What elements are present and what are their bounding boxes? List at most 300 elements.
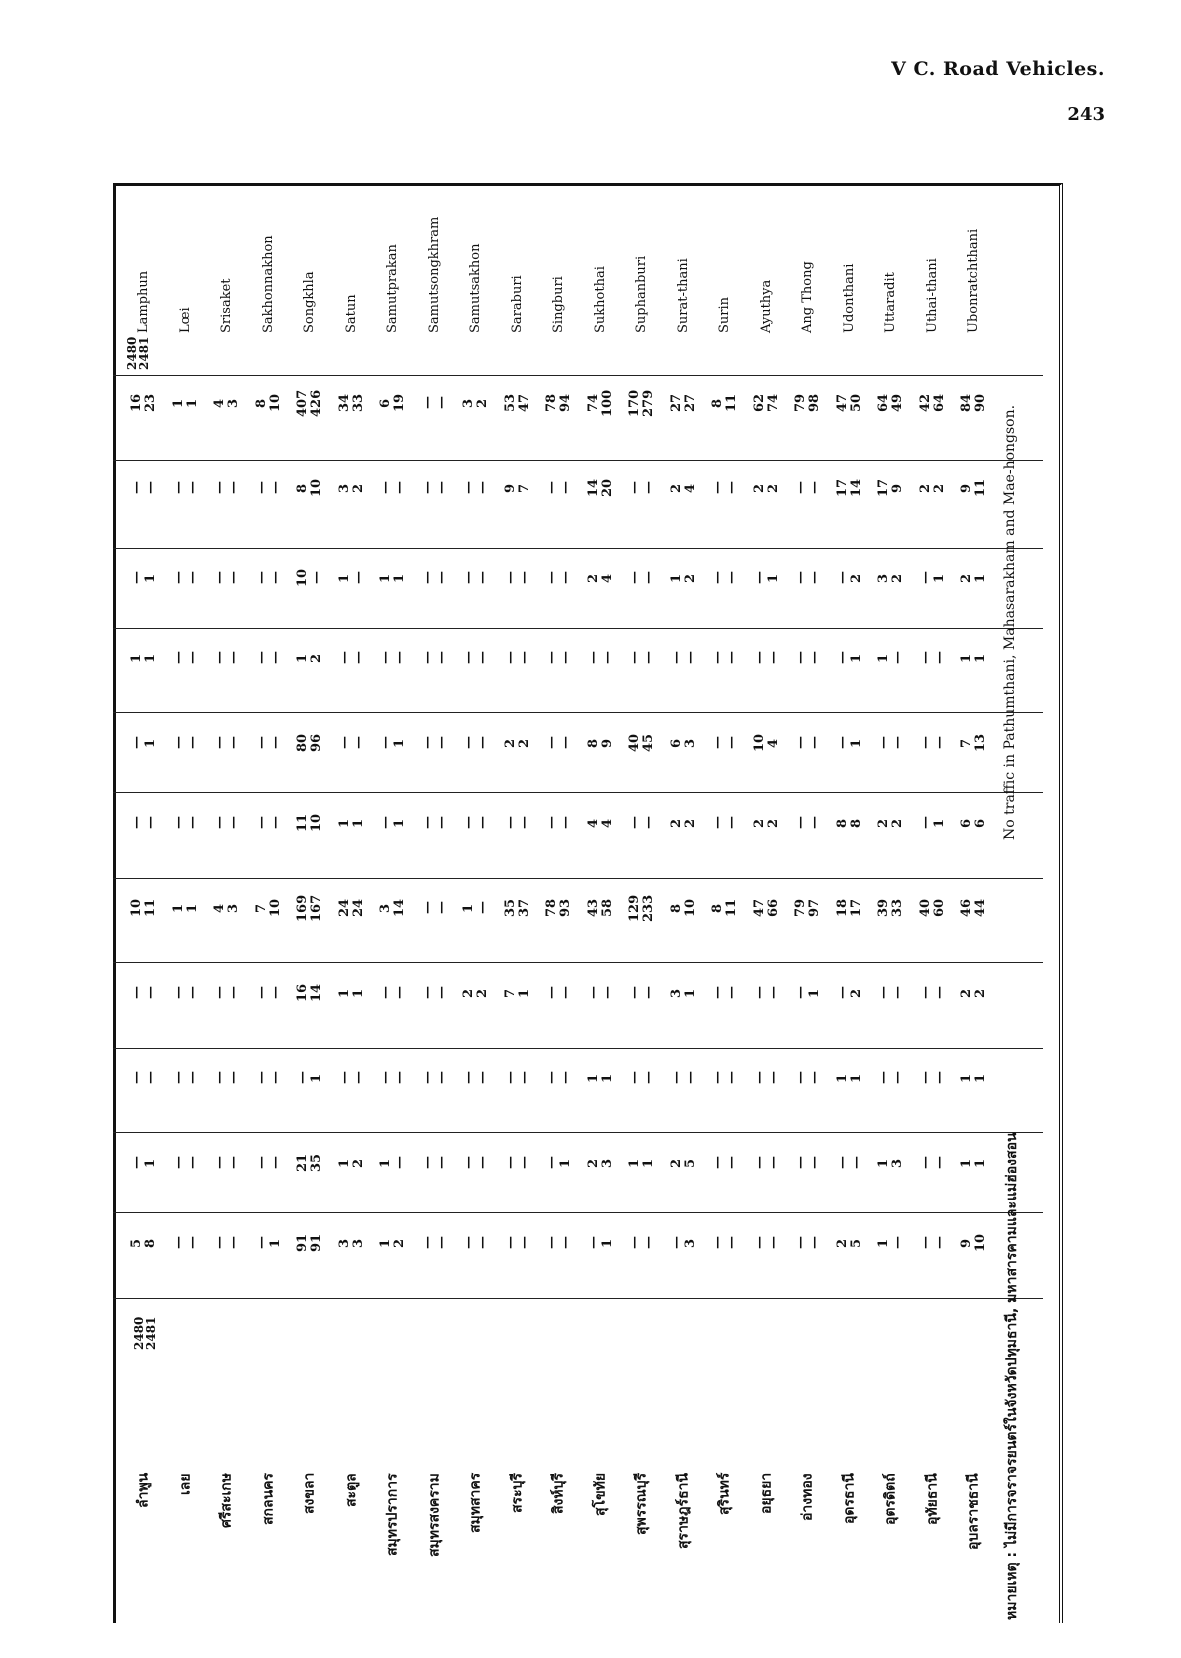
table-cell: — — [212, 1071, 241, 1085]
province-name-english: Satun [343, 294, 359, 333]
table-cell: — — [461, 1071, 490, 1085]
table-cell: — — [627, 816, 656, 830]
province-name-english: Srisaket [219, 278, 234, 333]
province-name-thai: สุโขทัย [592, 1473, 608, 1517]
table-cell: — — [378, 651, 407, 665]
table-cell: — — [502, 651, 532, 665]
province-name-thai: อุบลราชธานี [965, 1473, 982, 1550]
province-name-english: Surin [717, 296, 732, 333]
table-cell: — — [212, 571, 241, 585]
table-row [620, 183, 663, 1623]
table-cell: 24 24 [336, 898, 366, 918]
table-cell: 1 1 [834, 1073, 864, 1083]
province-name-thai: อยุธยา [758, 1473, 774, 1515]
table-cell: 1 2 [336, 1158, 366, 1168]
table-cell: — — [170, 1071, 200, 1085]
table-cell: 1 1 [129, 653, 158, 663]
province-name-english: Ubonratchthani [966, 228, 981, 333]
table-cell: 47 66 [751, 898, 781, 918]
table-row [911, 183, 954, 1623]
table-cell: 16 14 [295, 983, 324, 1003]
footnote-english: No traffic in Pathumthani, Mahasarakham and Mae-hongson. [1002, 404, 1018, 840]
table-cell: 8 11 [710, 393, 739, 413]
table-cell: — — [336, 1071, 366, 1085]
table-cell: — 1 [751, 571, 781, 585]
table-cell: 2 1 [959, 573, 988, 583]
table-cell: — — [212, 816, 241, 830]
table-cell: 47 50 [834, 393, 864, 413]
table-cell: 1 1 [336, 818, 366, 828]
table-cell: 10 — [295, 568, 324, 588]
table-cell: — — [170, 736, 200, 750]
table-cell: — — [917, 651, 947, 665]
table-cell: 78 94 [544, 393, 573, 413]
table-row [122, 183, 165, 1623]
table-cell: 1 — [378, 1156, 407, 1170]
table-cell: — 1 [793, 986, 822, 1000]
table-cell: — — [544, 1236, 573, 1250]
province-name-thai: สมุทรสงคราม [426, 1473, 442, 1557]
table-cell: — 1 [917, 816, 947, 830]
table-cell: — — [627, 651, 656, 665]
table-cell: 39 33 [876, 898, 905, 918]
table-cell: — 1 [378, 736, 407, 750]
table-cell: 4 3 [212, 903, 241, 913]
year-label-thai: 2480 2481 [132, 1316, 158, 1350]
table-cell: 62 74 [751, 393, 781, 413]
table-cell: 11 10 [295, 813, 324, 833]
page-header-title: V C. Road Vehicles. [891, 58, 1105, 80]
table-cell: 79 98 [793, 393, 822, 413]
table-cell: 2 2 [751, 818, 781, 828]
province-name-thai: สมุทสาคร [467, 1473, 484, 1534]
year-label-english: 2480 2481 [125, 336, 151, 370]
table-cell: — — [710, 651, 739, 665]
table-cell: — — [461, 571, 490, 585]
province-name-english: Lœi [177, 307, 193, 333]
province-name-thai: ศรีสะเกษ [218, 1473, 235, 1528]
table-cell: 3 1 [668, 988, 698, 998]
table-cell: — — [668, 1071, 698, 1085]
table-row [786, 183, 829, 1623]
table-cell: 34 33 [336, 393, 366, 413]
table-cell: — — [461, 651, 490, 665]
table-cell: — — [170, 1236, 200, 1250]
table-cell: 1 2 [378, 1238, 407, 1248]
table-cell: — — [544, 651, 573, 665]
table-cell: 1 1 [959, 1158, 988, 1168]
table-cell: — 1 [917, 571, 947, 585]
table-cell: 9 7 [502, 483, 532, 493]
province-name-thai: สะตูล [343, 1473, 359, 1507]
table-cell: 6 6 [959, 818, 988, 828]
table-cell: 6 19 [378, 393, 407, 413]
table-cell: 1 1 [959, 653, 988, 663]
table-cell: 21 35 [295, 1153, 324, 1173]
table-cell: — 1 [585, 1236, 615, 1250]
table-cell: — — [170, 481, 200, 495]
table-cell: 3 2 [461, 398, 490, 408]
table-cell: — — [917, 1236, 947, 1250]
table-cell: 42 64 [917, 393, 947, 413]
table-cell: — — [793, 816, 822, 830]
table-cell: — — [253, 736, 283, 750]
table-cell: 1 1 [336, 988, 366, 998]
table-cell: — — [212, 736, 241, 750]
table-cell: 80 96 [295, 733, 324, 753]
table-cell: — — [253, 1156, 283, 1170]
table-cell: — — [751, 986, 781, 1000]
province-name-english: Surat-thani [675, 258, 691, 333]
table-cell: — — [544, 1071, 573, 1085]
table-cell: 170 279 [627, 389, 656, 417]
table-cell: — — [461, 481, 490, 495]
table-cell: — — [170, 571, 200, 585]
province-name-thai: อ่างทอง [799, 1473, 816, 1521]
table-cell: — 1 [378, 816, 407, 830]
table-cell: 10 4 [751, 733, 781, 753]
table-cell: 16 23 [129, 393, 158, 413]
province-name-thai: สุพรรณบุรี [633, 1473, 650, 1536]
table-cell: — — [876, 736, 905, 750]
table-cell: — 1 [129, 736, 158, 750]
table-row [869, 183, 912, 1623]
table-cell: 1 1 [959, 1073, 988, 1083]
table-cell: — — [419, 571, 449, 585]
table-cell: — — [419, 1156, 449, 1170]
table-cell: — — [876, 986, 905, 1000]
province-name-english: Ayuthya [758, 279, 774, 333]
table-row [247, 183, 290, 1623]
table-cell: 35 37 [502, 898, 532, 918]
province-name-english: Suphanburi [634, 255, 649, 333]
table-row [952, 183, 995, 1623]
table-cell: 79 97 [793, 898, 822, 918]
table-row [703, 183, 746, 1623]
table-cell: — — [129, 481, 158, 495]
table-cell: 8 11 [710, 898, 739, 918]
table-cell: 2 3 [585, 1158, 615, 1168]
table-cell: — — [378, 1071, 407, 1085]
table-row [537, 183, 580, 1623]
table-cell: — — [544, 481, 573, 495]
province-name-thai: อุดรธานี [841, 1473, 857, 1524]
table-cell: 7 13 [959, 733, 988, 753]
table-cell: — — [917, 1156, 947, 1170]
table-cell: 43 58 [585, 898, 615, 918]
table-cell: — — [544, 736, 573, 750]
table-cell: 1 2 [668, 573, 698, 583]
province-name-thai: อุตรดิตถ์ [882, 1473, 899, 1525]
province-name-thai: อุทัยธานี [924, 1473, 940, 1525]
table-cell: 17 14 [834, 478, 864, 498]
table-cell: — — [710, 1071, 739, 1085]
table-cell: — — [544, 571, 573, 585]
table-cell: 7 1 [502, 988, 532, 998]
province-name-thai: เลย [177, 1473, 193, 1495]
table-cell: — — [793, 651, 822, 665]
province-name-thai: สมุทรปราการ [384, 1473, 401, 1556]
table-cell: 84 90 [959, 393, 988, 413]
table-row [330, 183, 373, 1623]
table-cell: — — [461, 736, 490, 750]
table-cell: 8 9 [585, 738, 615, 748]
table-cell: — — [710, 1156, 739, 1170]
table-cell: 46 44 [959, 898, 988, 918]
table-cell: — — [627, 481, 656, 495]
table-cell: — — [793, 481, 822, 495]
table-cell: — — [212, 651, 241, 665]
table-cell: 18 17 [834, 898, 864, 918]
province-name-thai: สุราษฎร์ธานี [675, 1473, 691, 1550]
table-row [496, 183, 539, 1623]
table-cell: 74 100 [585, 389, 615, 417]
table-cell: — — [419, 816, 449, 830]
table-row [288, 183, 331, 1623]
table-cell: 1 2 [295, 653, 324, 663]
table-cell: — — [917, 986, 947, 1000]
table-row [164, 183, 207, 1623]
table-cell: — — [751, 1156, 781, 1170]
table-cell: 4 4 [585, 818, 615, 828]
table-cell: — — [129, 1071, 158, 1085]
table-cell: — — [502, 1236, 532, 1250]
province-name-english: Samutprakan [385, 244, 400, 333]
table-cell: — — [212, 1236, 241, 1250]
table-cell: 2 2 [668, 818, 698, 828]
table-cell: — — [253, 651, 283, 665]
table-cell: — — [129, 816, 158, 830]
province-name-english: Sukhothai [592, 266, 608, 333]
table-row [579, 183, 622, 1623]
table-cell: 10 11 [129, 898, 158, 918]
table-cell: 407 426 [295, 389, 324, 417]
table-cell: — — [212, 986, 241, 1000]
table-cell: 7 10 [253, 898, 283, 918]
page-number: 243 [1067, 104, 1105, 125]
table-cell: — — [419, 1071, 449, 1085]
table-cell: — — [170, 651, 200, 665]
table-cell: 1 1 [378, 573, 407, 583]
table-row [413, 183, 456, 1623]
table-cell: 1 — [876, 651, 905, 665]
province-name-english: Samutsongkhram [426, 216, 442, 333]
province-name-thai: สระบุรี [509, 1473, 525, 1513]
table-cell: — — [336, 736, 366, 750]
table-cell: — — [378, 481, 407, 495]
table-cell: 169 167 [295, 894, 324, 922]
table-cell: — — [212, 1156, 241, 1170]
table-cell: — — [419, 651, 449, 665]
province-name-english: Lamphun [136, 270, 151, 333]
table-cell: — — [461, 1236, 490, 1250]
table-cell: 3 14 [378, 898, 407, 918]
table-cell: — — [834, 1156, 864, 1170]
table-cell: — — [876, 1071, 905, 1085]
footnote-thai: หมายเหตุ : ไม่มีการจราจรยนตร์ในจังหวัดปทุมธานี, มหาสารคามและแม่ฮ่องสอน [1004, 1132, 1020, 1620]
table-cell: — 1 [253, 1236, 283, 1250]
table-row [745, 183, 788, 1623]
table-cell: — — [253, 1071, 283, 1085]
table-cell: 8 8 [834, 818, 864, 828]
table-cell: — — [751, 1236, 781, 1250]
table-cell: 3 2 [336, 483, 366, 493]
province-name-thai: สิงห์บุรี [550, 1473, 567, 1515]
table-cell: — — [170, 1156, 200, 1170]
table-cell: 27 27 [668, 393, 698, 413]
table-cell: — — [585, 986, 615, 1000]
table-cell: — — [627, 571, 656, 585]
table-cell: — — [585, 651, 615, 665]
table-cell: — — [253, 571, 283, 585]
table-cell: — — [253, 816, 283, 830]
table-cell: 5 8 [129, 1238, 158, 1248]
table-row [454, 183, 497, 1623]
province-name-english: Uthai-thani [924, 258, 940, 333]
table-cell: — — [502, 1156, 532, 1170]
table-cell: — 1 [295, 1071, 324, 1085]
table-cell: — — [336, 651, 366, 665]
table-cell: — — [627, 1071, 656, 1085]
table-cell: 2 2 [917, 483, 947, 493]
table-cell: — — [253, 481, 283, 495]
table-cell: — — [170, 986, 200, 1000]
table-cell: 9 11 [959, 478, 988, 498]
province-name-english: Saraburi [509, 275, 525, 333]
province-name-english: Songkhla [302, 271, 317, 333]
table-cell: 1 — [336, 571, 366, 585]
table-cell: — — [502, 1071, 532, 1085]
table-cell: — — [793, 1156, 822, 1170]
table-cell: 2 2 [461, 988, 490, 998]
table-cell: — — [710, 481, 739, 495]
table-cell: — 1 [129, 1156, 158, 1170]
table-cell: 40 60 [917, 898, 947, 918]
table-cell: — — [419, 736, 449, 750]
table-cell: 6 3 [668, 738, 698, 748]
table-cell: 129 233 [627, 894, 656, 922]
table-cell: — — [461, 1156, 490, 1170]
province-name-thai: สกลนคร [260, 1473, 276, 1526]
table-cell: 1 1 [170, 398, 200, 408]
table-cell: 2 2 [959, 988, 988, 998]
table-cell: — — [129, 986, 158, 1000]
table-cell: 1 1 [627, 1158, 656, 1168]
table-cell: 53 47 [502, 393, 532, 413]
table-cell: — 1 [544, 1156, 573, 1170]
table-cell: 17 9 [876, 478, 905, 498]
table-cell: — — [253, 986, 283, 1000]
table-cell: 2 2 [751, 483, 781, 493]
table-cell: 8 10 [295, 478, 324, 498]
province-name-english: Singburi [551, 276, 566, 333]
table-row [828, 183, 871, 1623]
table-cell: — — [627, 986, 656, 1000]
table-row [662, 183, 705, 1623]
table-cell: 2 2 [502, 738, 532, 748]
table-cell: 9 10 [959, 1233, 988, 1253]
province-name-english: Udonthani [841, 263, 857, 333]
table-cell: — — [170, 816, 200, 830]
table-cell: — — [502, 571, 532, 585]
table-cell: — — [627, 1236, 656, 1250]
table-cell: 14 20 [585, 478, 615, 498]
table-cell: 1 — [876, 1236, 905, 1250]
table-cell: 40 45 [627, 733, 656, 753]
table-cell: 3 2 [876, 573, 905, 583]
table-cell: — 2 [834, 571, 864, 585]
table-cell: — — [710, 986, 739, 1000]
table-cell: — — [793, 571, 822, 585]
table-cell: 1 3 [876, 1158, 905, 1168]
table-cell: 4 3 [212, 398, 241, 408]
table-cell: — — [378, 986, 407, 1000]
table-cell: — — [419, 986, 449, 1000]
table-cell: — — [793, 736, 822, 750]
table-cell: 64 49 [876, 393, 905, 413]
table-cell: — 2 [834, 986, 864, 1000]
province-name-english: Sakhonnakhon [260, 235, 276, 333]
table-cell: 1 1 [170, 903, 200, 913]
table-row [205, 183, 248, 1623]
table-cell: — — [419, 1236, 449, 1250]
province-name-thai: สงขลา [301, 1473, 318, 1515]
table-cell: 2 5 [834, 1238, 864, 1248]
table-cell: — — [544, 816, 573, 830]
table-cell: 3 3 [336, 1238, 366, 1248]
table-cell: — 1 [834, 736, 864, 750]
table-cell: — — [793, 1071, 822, 1085]
table-cell: 2 2 [876, 818, 905, 828]
table-cell: — — [419, 901, 449, 915]
table-cell: — — [544, 986, 573, 1000]
table-cell: 2 5 [668, 1158, 698, 1168]
table-cell: 91 91 [295, 1233, 324, 1253]
table-cell: 8 10 [253, 393, 283, 413]
province-name-english: Uttaradit [883, 272, 898, 333]
table-cell: — — [710, 1236, 739, 1250]
province-name-english: Ang Thong [800, 261, 815, 333]
table-cell: — — [502, 816, 532, 830]
table-cell: — 3 [668, 1236, 698, 1250]
province-name-thai: สุรินทร์ [716, 1473, 733, 1516]
table-cell: — — [751, 1071, 781, 1085]
table-cell: 1 1 [585, 1073, 615, 1083]
table-cell: 2 4 [668, 483, 698, 493]
table-cell: — — [751, 651, 781, 665]
table-cell: — — [917, 1071, 947, 1085]
table-row [371, 183, 414, 1623]
table-cell: 78 93 [544, 898, 573, 918]
table-cell: — — [710, 571, 739, 585]
table-cell: — — [710, 736, 739, 750]
table-cell: — — [419, 396, 449, 410]
table-cell: — 1 [834, 651, 864, 665]
table-cell: — — [668, 651, 698, 665]
table-cell: 2 4 [585, 573, 615, 583]
table-cell: — — [212, 481, 241, 495]
table-cell: 8 10 [668, 898, 698, 918]
table-cell: — 1 [129, 571, 158, 585]
table-cell: — — [917, 736, 947, 750]
table-cell: — — [461, 816, 490, 830]
table-cell: — — [419, 481, 449, 495]
province-name-english: Samutsakhon [468, 243, 483, 333]
table-cell: 1 — [461, 901, 490, 915]
table-cell: — — [793, 1236, 822, 1250]
table-cell: — — [710, 816, 739, 830]
province-name-thai: ลำพูน [135, 1473, 152, 1509]
